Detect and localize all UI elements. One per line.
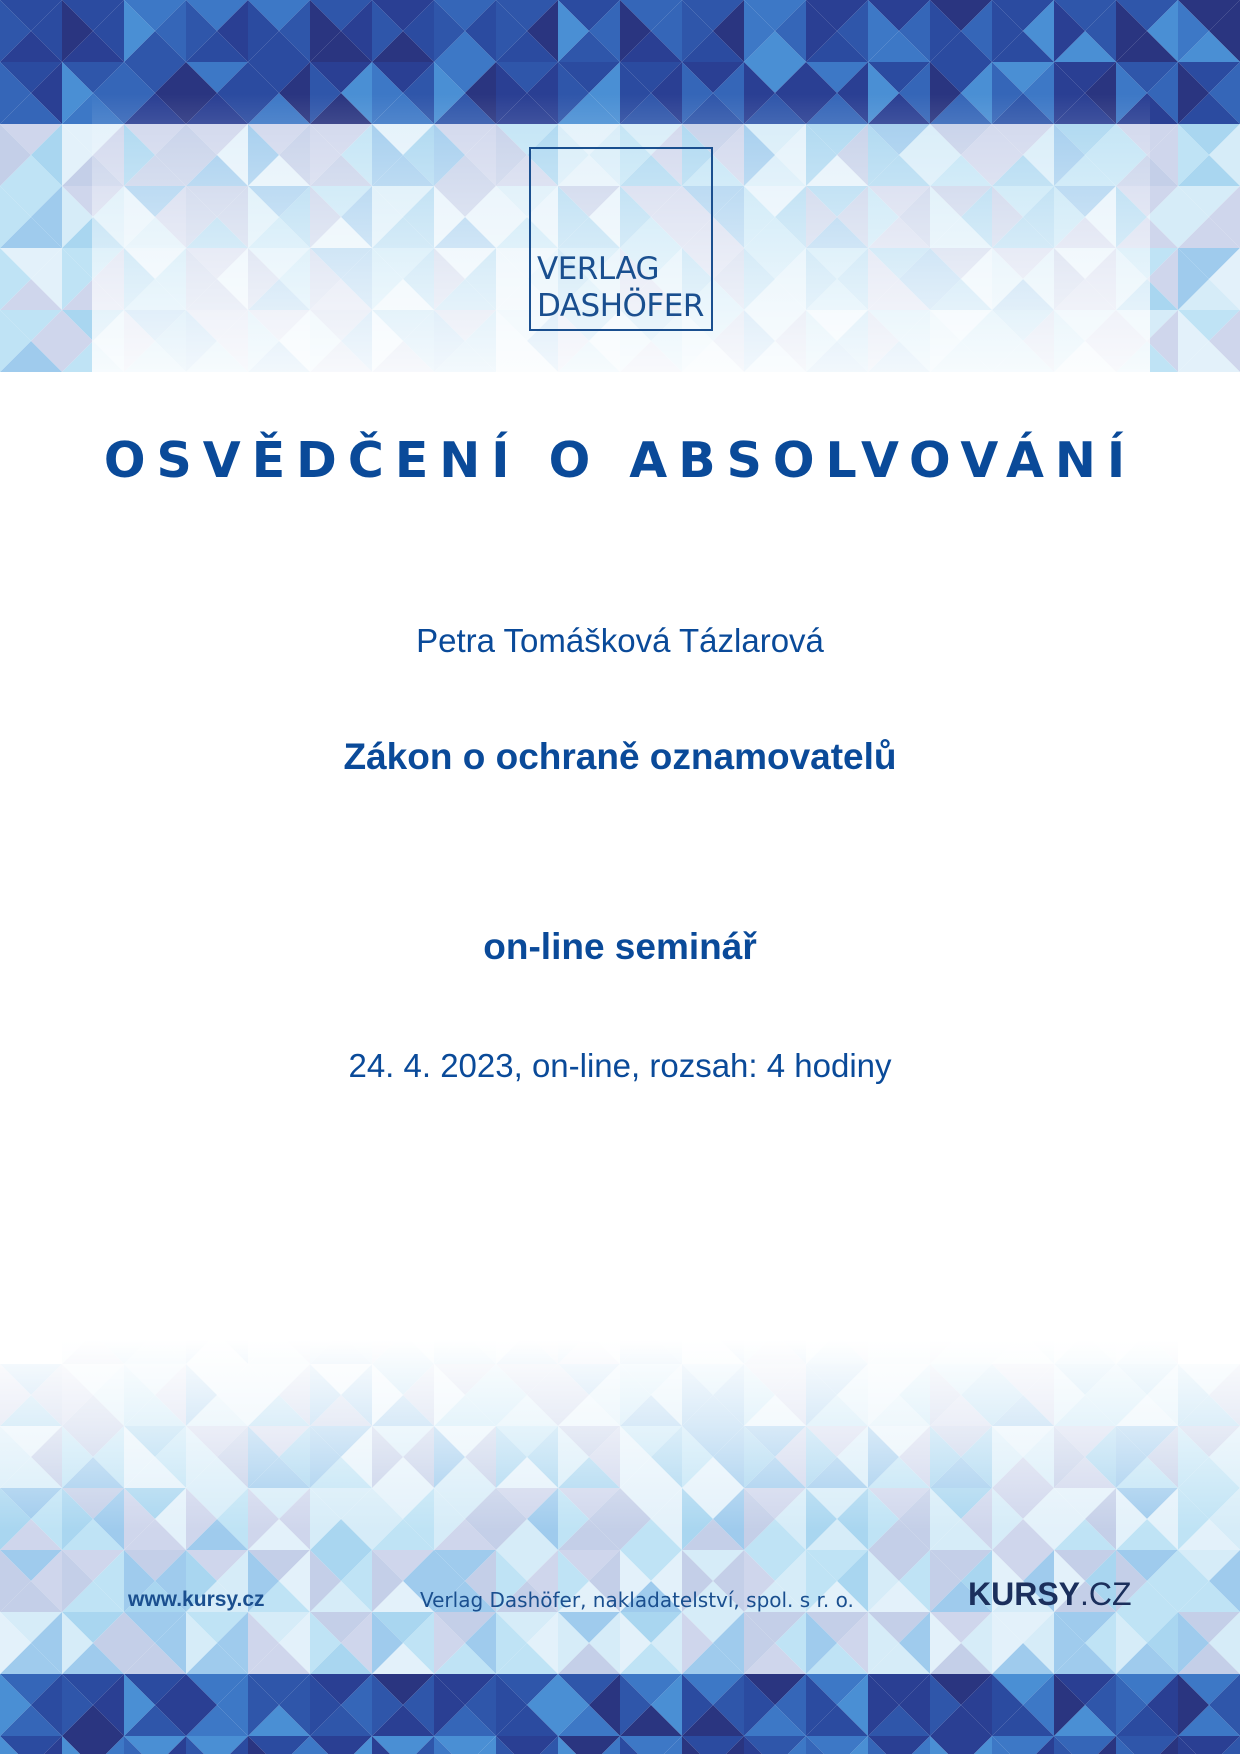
course-name: Zákon o ochraně oznamovatelů xyxy=(343,736,897,777)
verlag-dashofer-logo xyxy=(529,147,713,331)
participant-name: Petra Tomášková Tázlarová xyxy=(416,622,824,659)
course-details: 24. 4. 2023, on-line, rozsah: 4 hodiny xyxy=(348,1047,892,1084)
kursy-logo xyxy=(968,1576,1132,1613)
logo-line-1: VERLAG xyxy=(537,251,659,287)
certificate-title: OSVĚDČENÍ O ABSOLVOVÁNÍ xyxy=(103,432,1137,489)
logo-line-2: DASHÖFER xyxy=(537,288,704,324)
kursy-logo-main: KURSY xyxy=(968,1576,1081,1612)
course-type: on-line seminář xyxy=(483,926,757,967)
kursy-logo-tld: .CZ xyxy=(1080,1576,1132,1612)
footer-website: www.kursy.cz xyxy=(128,1588,265,1611)
footer-company: Verlag Dashöfer, nakladatelství, spol. s r. o. xyxy=(420,1588,854,1612)
